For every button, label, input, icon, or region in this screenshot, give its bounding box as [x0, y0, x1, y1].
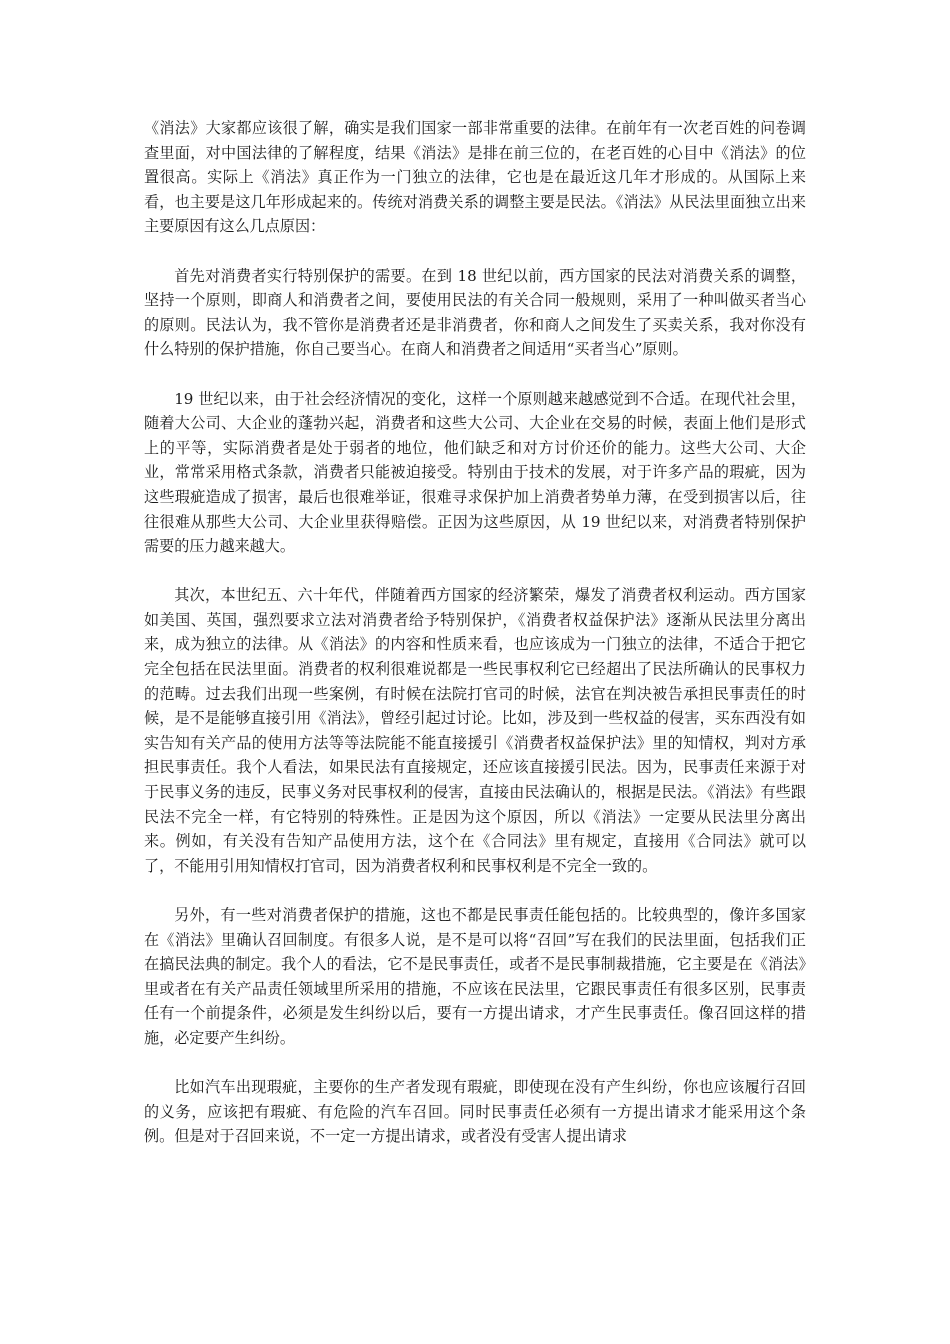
paragraph-first-reason: 首先对消费者实行特别保护的需要。在到 18 世纪以前，西方国家的民法对消费关系的调整，坚持一个原则，即商人和消费者之间，要使用民法的有关合同一般规则，采用了一种叫做买者当心的原则。民法认为，我不管你是消费者还是非消费者，你和商人之间发生了买卖关系，我对你没有什么特别的保护措施，你自己要当心。在商人和消费者之间适用“买者当心”原则。 — [144, 266, 806, 359]
paragraph-19th-century: 19 世纪以来，由于社会经济情况的变化，这样一个原则越来越感觉到不合适。在现代社会里，随着大公司、大企业的蓬勃兴起，消费者和这些大公司、大企业在交易的时候，表面上他们是形式上的平等，实际消费者是处于弱者的地位，他们缺乏和对方讨价还价的能力。这些大公司、大企业，常常采用格式条款，消费者只能被迫接受。特别由于技术的发展，对于许多产品的瑕疵，因为这些瑕疵造成了损害，最后也很难举证，很难寻求保护加上消费者势单力薄，在受到损害以后，往往很难从那些大公司、大企业里获得赔偿。正因为这些原因，从 19 世纪以来，对消费者特别保护需要的压力越来越大。 — [144, 389, 806, 556]
paragraph-car-example: 比如汽车出现瑕疵，主要你的生产者发现有瑕疵，即使现在没有产生纠纷，你也应该履行召回的义务，应该把有瑕疵、有危险的汽车召回。同时民事责任必须有一方提出请求才能采用这个条例。但是对于召回来说，不一定一方提出请求，或者没有受害人提出请求 — [144, 1078, 806, 1146]
paragraph-second-reason: 其次，本世纪五、六十年代，伴随着西方国家的经济繁荣，爆发了消费者权利运动。西方国家如美国、英国，强烈要求立法对消费者给予特别保护，《消费者权益保护法》逐渐从民法里分离出来，成为独立的法律。从《消法》的内容和性质来看，也应该成为一门独立的法律，不适合于把它完全包括在民法里面。消费者的权利很难说都是一些民事权利它已经超出了民法所确认的民事权力的范畴。过去我们出现一些案例，有时候在法院打官司的时候，法官在判决被告承担民事责任的时候，是不是能够直接引用《消法》，曾经引起过讨论。比如，涉及到一些权益的侵害，买东西没有如实告知有关产品的使用方法等等法院能不能直接援引《消费者权益保护法》里的知情权，判对方承担民事责任。我个人看法，如果民法有直接规定，还应该直接援引民法。因为，民事责任来源于对于民事义务的违反，民事义务对民事权利的侵害，直接由民法确认的，根据是民法。《消法》有些跟民法不完全一样，有它特别的特殊性。正是因为这个原因，所以《消法》一定要从民法里分离出来。例如，有关没有告知产品使用方法，这个在《合同法》里有规定，直接用《合同法》就可以了，不能用引用知情权打官司，因为消费者权利和民事权利是不完全一致的。 — [144, 586, 806, 875]
paragraph-intro: 《消法》大家都应该很了解，确实是我们国家一部非常重要的法律。在前年有一次老百姓的问卷调查里面，对中国法律的了解程度，结果《消法》是排在前三位的，在老百姓的心目中《消法》的位置很高。实际上《消法》真正作为一门独立的法律，它也是在最近这几年才形成的。从国际上来看，也主要是这几年形成起来的。传统对消费关系的调整主要是民法。《消法》从民法里面独立出来主要原因有这么几点原因： — [144, 119, 806, 236]
paragraph-recall-measures: 另外，有一些对消费者保护的措施，这也不都是民事责任能包括的。比较典型的，像许多国家在《消法》里确认召回制度。有很多人说，是不是可以将“召回”写在我们的民法里面，包括我们正在搞民法典的制定。我个人的看法，它不是民事责任，或者不是民事制裁措施，它主要是在《消法》里或者在有关产品责任领域里所采用的措施，不应该在民法里，它跟民事责任有很多区别，民事责任有一个前提条件，必须是发生纠纷以后，要有一方提出请求，才产生民事责任。像召回这样的措施，必定要产生纠纷。 — [144, 906, 806, 1047]
document-body — [144, 116, 806, 1174]
